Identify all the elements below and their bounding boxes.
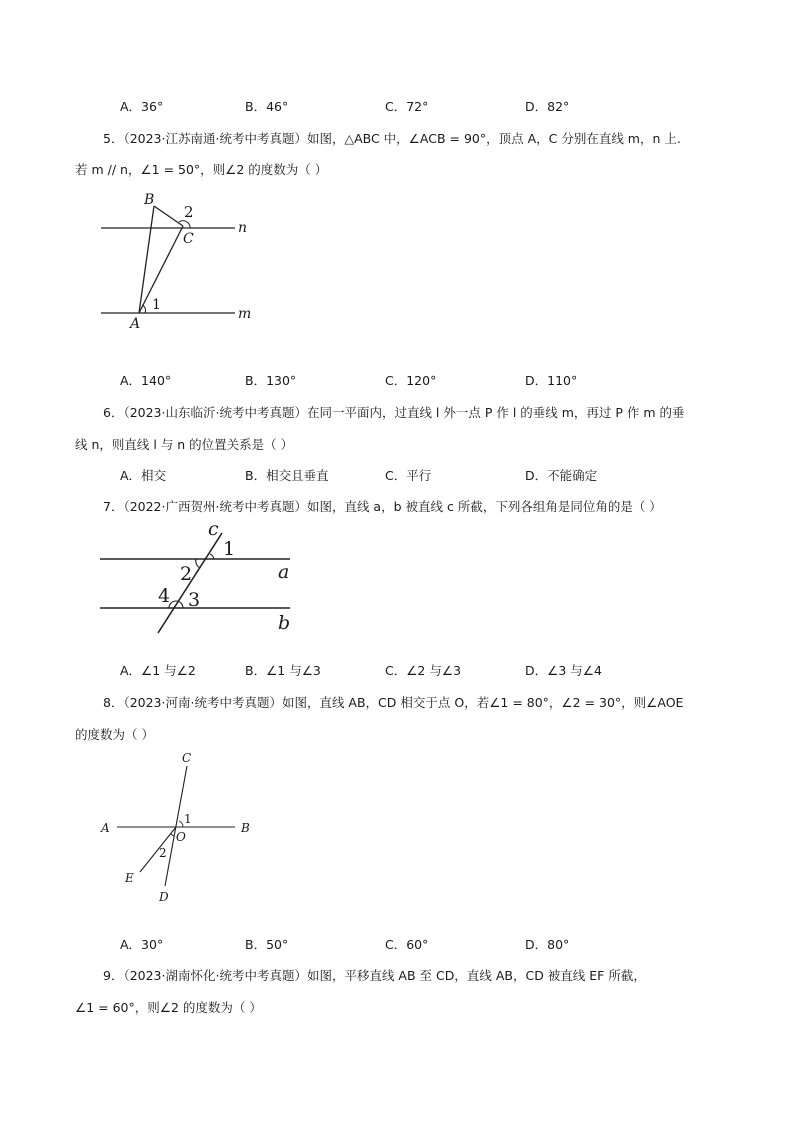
label-2: 2 (184, 203, 194, 221)
q7-stem-line1: 7．（2022·广西贺州·统考中考真题）如图，直线 a，b 被直线 c 所截，下列各组角是同位角的是（ ） (103, 499, 662, 514)
label-a: A (101, 821, 110, 835)
q8-option-d: D．80° (525, 937, 570, 952)
label-o: O (176, 830, 186, 844)
label-4: 4 (158, 585, 171, 607)
q7-option-d: D．∠3 与∠4 (525, 663, 602, 678)
q4-option-c: C．72° (385, 99, 429, 114)
q5-option-c: C．120° (385, 373, 437, 388)
angle-2-arc (196, 559, 200, 568)
label-2: 2 (159, 846, 167, 860)
q7-option-c: C．∠2 与∠3 (385, 663, 462, 678)
segment-bc (154, 206, 183, 226)
label-3: 3 (188, 589, 201, 611)
q4-option-d: D．82° (525, 99, 570, 114)
ray-oe (140, 827, 176, 872)
label-a: A (130, 316, 141, 332)
label-b: b (278, 612, 291, 634)
angle-2-arc (171, 834, 174, 836)
label-1: 1 (152, 297, 161, 313)
label-e: E (125, 871, 134, 885)
q8-option-c: C．60° (385, 937, 429, 952)
q9-stem-line2: ∠1 = 60°，则∠2 的度数为（ ） (75, 1000, 262, 1015)
label-m: m (238, 306, 252, 322)
q7-option-b: B．∠1 与∠3 (245, 663, 321, 678)
q8-option-b: B．50° (245, 937, 289, 952)
q5-option-b: B．130° (245, 373, 297, 388)
q6-option-a: A．相交 (120, 468, 167, 483)
label-n: n (238, 220, 248, 236)
q6-option-c: C．平行 (385, 468, 432, 483)
label-c: c (208, 518, 219, 540)
q7-figure (100, 520, 300, 640)
q4-option-b: B．46° (245, 99, 289, 114)
q6-stem-line2: 线 n，则直线 l 与 n 的位置关系是（ ） (75, 437, 294, 452)
label-1: 1 (223, 538, 236, 560)
q4-option-a: A．36° (120, 99, 164, 114)
label-2: 2 (180, 563, 193, 585)
q5-stem-line1: 5．（2023·江苏南通·统考中考真题）如图，△ABC 中，∠ACB = 90°，顶点 A，C 分别在直线 m，n 上. (103, 131, 681, 146)
label-b: B (144, 192, 155, 208)
label-d: D (159, 890, 169, 904)
q7-option-a: A．∠1 与∠2 (120, 663, 196, 678)
q6-option-d: D．不能确定 (525, 468, 598, 483)
q8-stem-line2: 的度数为（ ） (75, 727, 154, 742)
q6-stem-line1: 6．（2023·山东临沂·统考中考真题）在同一平面内，过直线 l 外一点 P 作 l 的垂线 m，再过 P 作 m 的垂 (103, 405, 685, 420)
q5-figure (95, 188, 265, 332)
label-a: a (278, 561, 290, 583)
label-c: C (182, 751, 192, 765)
line-cd (165, 766, 187, 886)
q6-option-b: B．相交且垂直 (245, 468, 329, 483)
q5-option-a: A．140° (120, 373, 172, 388)
angle-1-arc (179, 821, 183, 827)
label-b: B (241, 821, 250, 835)
q9-stem-line1: 9．（2023·湖南怀化·统考中考真题）如图，平移直线 AB 至 CD，直线 AB，CD 被直线 EF 所截， (103, 968, 646, 983)
q5-option-d: D．110° (525, 373, 578, 388)
q8-stem-line1: 8．（2023·河南·统考中考真题）如图，直线 AB，CD 相交于点 O，若∠1 = 80°，∠2 = 30°，则∠AOE (103, 695, 684, 710)
label-c: C (183, 231, 194, 247)
q8-option-a: A．30° (120, 937, 164, 952)
q8-figure (95, 748, 265, 908)
label-1: 1 (184, 812, 192, 826)
q5-stem-line2: 若 m // n，∠1 = 50°，则∠2 的度数为（ ） (75, 162, 328, 177)
